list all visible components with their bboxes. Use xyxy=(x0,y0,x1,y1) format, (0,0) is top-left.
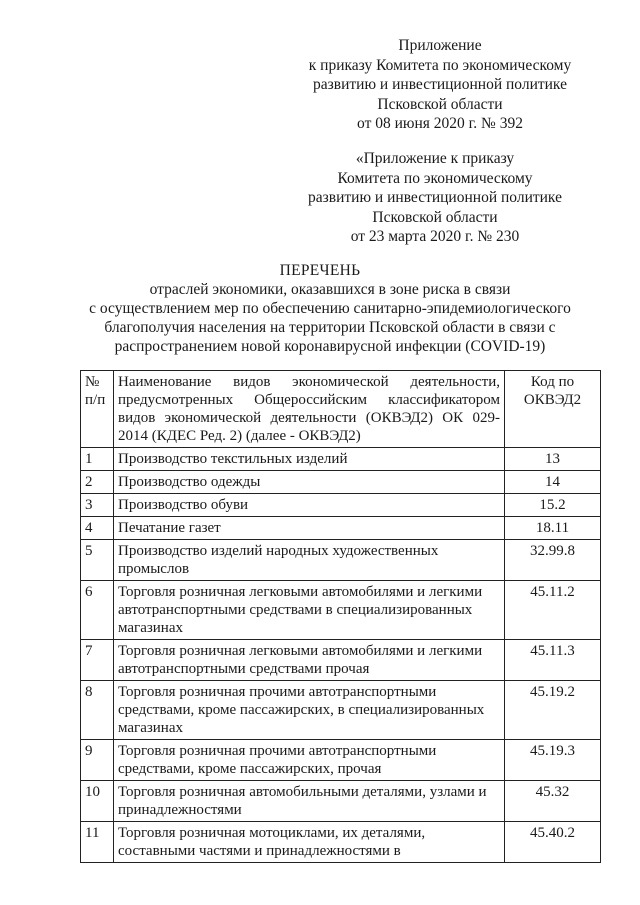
table-header-row xyxy=(81,371,601,448)
table-row xyxy=(81,540,601,581)
row-okved-code: 15.2 xyxy=(505,494,601,517)
row-activity-name: Торговля розничная легковыми автомобилями и легкими автотранспортными средствами прочая xyxy=(114,640,505,681)
row-number: 2 xyxy=(81,471,114,494)
table-row xyxy=(81,471,601,494)
row-number: 4 xyxy=(81,517,114,540)
row-activity-name: Торговля розничная прочими автотранспортными средствами, кроме пассажирских, прочая xyxy=(114,740,505,781)
row-activity-name: Торговля розничная мотоциклами, их деталями, составными частями и принадлежностями в xyxy=(114,822,505,863)
annex-line: Псковской области xyxy=(372,208,498,226)
row-okved-code: 14 xyxy=(505,471,601,494)
row-activity-name: Производство одежды xyxy=(114,471,505,494)
annex-line: от 23 марта 2020 г. № 230 xyxy=(350,228,520,245)
row-okved-code: 45.40.2 xyxy=(505,822,601,863)
annex-line: развитию и инвестиционной политике xyxy=(313,76,567,93)
row-okved-code: 45.32 xyxy=(505,781,601,822)
row-number: 5 xyxy=(81,540,114,581)
subtitle-line: распространением новой коронавирусной инфекции (COVID-19) xyxy=(114,338,546,355)
row-number: 3 xyxy=(81,494,114,517)
annex-line: развитию и инвестиционной политике xyxy=(308,189,562,206)
row-okved-code: 45.19.3 xyxy=(505,740,601,781)
document-subtitle xyxy=(60,280,600,356)
table-row xyxy=(81,681,601,740)
table-body xyxy=(81,448,601,863)
annex-header xyxy=(290,36,590,134)
annex-line: от 08 июня 2020 г. № 392 xyxy=(357,115,523,132)
previous-annex-header xyxy=(285,149,585,247)
header-name: Наименование видов экономической деятельности, предусмотренных Общероссийским классификатором видов экономической деятельности (ОКВЭД2) ОК 029-2014 (КДЕС Ред. 2) (далее - ОКВЭД2) xyxy=(114,371,505,448)
table-row xyxy=(81,640,601,681)
row-number: 9 xyxy=(81,740,114,781)
row-activity-name: Производство текстильных изделий xyxy=(114,448,505,471)
subtitle-line: отраслей экономики, оказавшихся в зоне риска в связи xyxy=(149,281,511,298)
row-okved-code: 45.11.3 xyxy=(505,640,601,681)
row-number: 8 xyxy=(81,681,114,740)
document-title: ПЕРЕЧЕНЬ xyxy=(279,262,361,279)
table-row xyxy=(81,448,601,471)
row-number: 7 xyxy=(81,640,114,681)
header-code: Код по ОКВЭД2 xyxy=(505,371,601,448)
row-activity-name: Печатание газет xyxy=(114,517,505,540)
row-activity-name: Производство изделий народных художественных промыслов xyxy=(114,540,505,581)
row-number: 11 xyxy=(81,822,114,863)
table-row xyxy=(81,740,601,781)
row-number: 6 xyxy=(81,581,114,640)
row-activity-name: Торговля розничная легковыми автомобилями и легкими автотранспортными средствами в специализированных магазинах xyxy=(114,581,505,640)
annex-line: к приказу Комитета по экономическому xyxy=(308,56,572,74)
row-activity-name: Торговля розничная прочими автотранспортными средствами, кроме пассажирских, в специализированных магазинах xyxy=(114,681,505,740)
row-activity-name: Производство обуви xyxy=(114,494,505,517)
annex-line: «Приложение к приказу xyxy=(355,150,515,167)
annex-line: Комитета по экономическому xyxy=(337,169,533,187)
row-number: 10 xyxy=(81,781,114,822)
header-number: № п/п xyxy=(81,371,114,448)
subtitle-line: благополучия населения на территории Псковской области в связи с xyxy=(104,319,556,336)
row-okved-code: 18.11 xyxy=(505,517,601,540)
row-okved-code: 45.19.2 xyxy=(505,681,601,740)
table-row xyxy=(81,822,601,863)
table-row xyxy=(81,781,601,822)
table-row xyxy=(81,581,601,640)
annex-line: Псковской области xyxy=(377,95,503,113)
row-activity-name: Торговля розничная автомобильными деталями, узлами и принадлежностями xyxy=(114,781,505,822)
table-row xyxy=(81,494,601,517)
row-okved-code: 13 xyxy=(505,448,601,471)
row-number: 1 xyxy=(81,448,114,471)
industries-table xyxy=(80,370,601,863)
row-okved-code: 45.11.2 xyxy=(505,581,601,640)
subtitle-line: с осуществлением мер по обеспечению санитарно-эпидемиологического xyxy=(89,300,571,317)
table-row xyxy=(81,517,601,540)
annex-line: Приложение xyxy=(398,37,482,54)
row-okved-code: 32.99.8 xyxy=(505,540,601,581)
